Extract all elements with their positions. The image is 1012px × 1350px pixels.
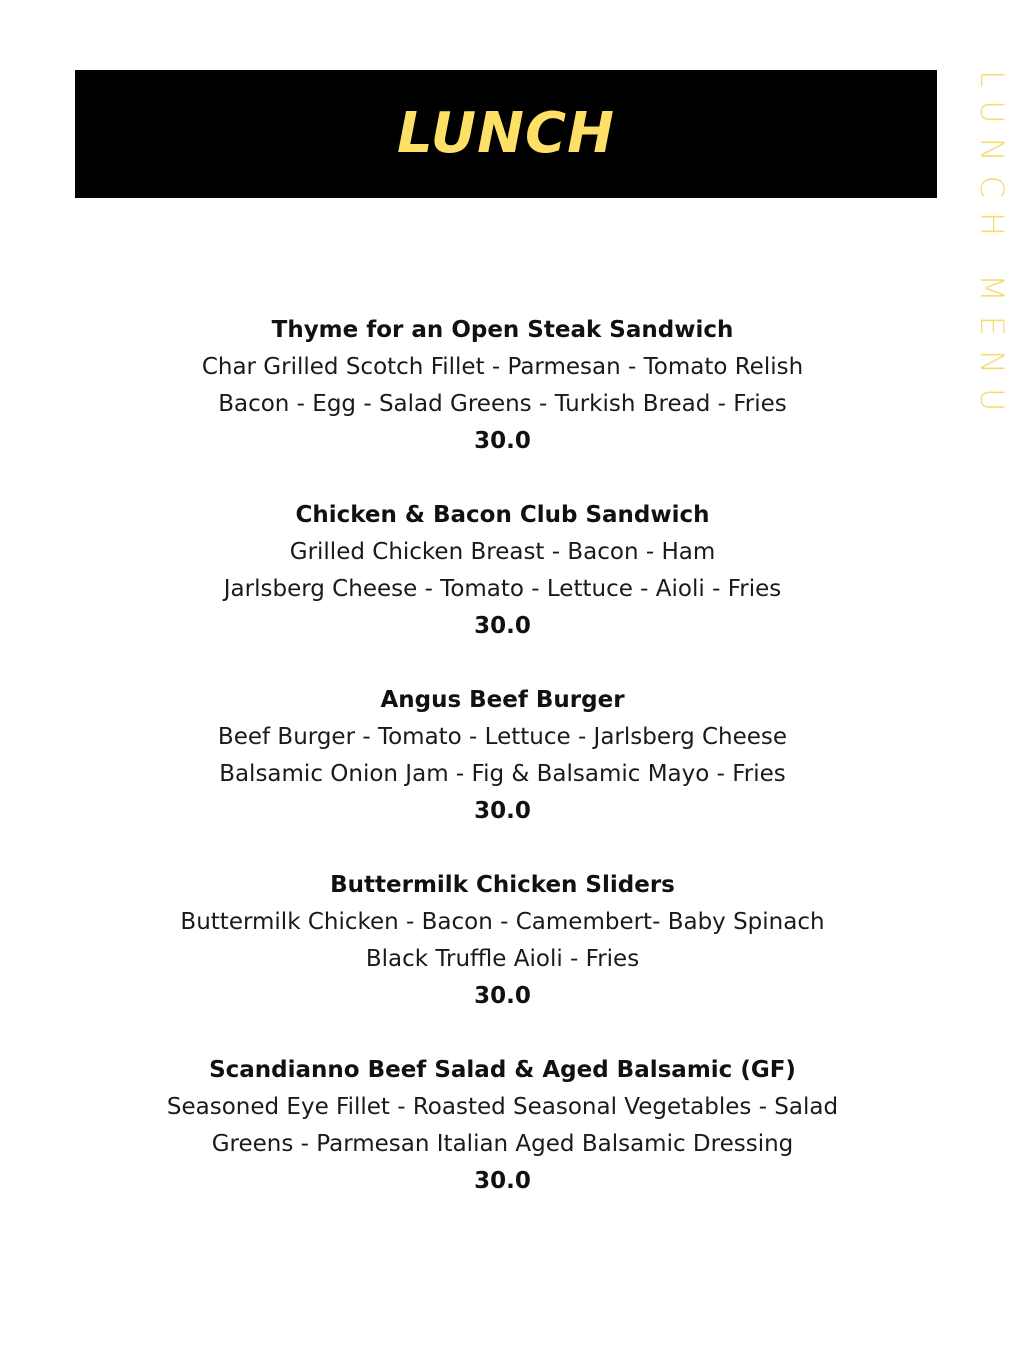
- side-label-text: LUNCH MENU: [973, 70, 1011, 426]
- menu-item-chicken-sliders: [0, 867, 1005, 1015]
- menu-item-beef-salad: [0, 1052, 1005, 1200]
- menu-item-description-line: Beef Burger - Tomato - Lettuce - Jarlsberg Cheese: [217, 724, 788, 750]
- menu-item-price: 30.0: [474, 1168, 531, 1194]
- menu-item-description-line: Black Truffle Aioli - Fries: [365, 946, 640, 972]
- menu-item-description-line: Balsamic Onion Jam - Fig & Balsamic Mayo - Fries: [219, 761, 786, 787]
- menu-item-description-line: Seasoned Eye Fillet - Roasted Seasonal Vegetables - Salad: [166, 1094, 839, 1120]
- menu-item-price: 30.0: [474, 983, 531, 1009]
- menu-item-description-line: Greens - Parmesan Italian Aged Balsamic Dressing: [211, 1131, 794, 1157]
- menu-list: [0, 312, 1005, 1237]
- menu-item-description-line: Jarlsberg Cheese - Tomato - Lettuce - Aioli - Fries: [223, 576, 782, 602]
- menu-item-price: 30.0: [474, 798, 531, 824]
- menu-item-steak-sandwich: [0, 312, 1005, 460]
- menu-item-beef-burger: [0, 682, 1005, 830]
- page-title: LUNCH: [397, 101, 615, 166]
- menu-item-description-line: Grilled Chicken Breast - Bacon - Ham: [289, 539, 716, 565]
- menu-item-name: Chicken & Bacon Club Sandwich: [295, 502, 710, 528]
- menu-item-name: Thyme for an Open Steak Sandwich: [271, 317, 734, 343]
- menu-item-club-sandwich: [0, 497, 1005, 645]
- menu-item-description-line: Buttermilk Chicken - Bacon - Camembert- Baby Spinach: [180, 909, 825, 935]
- menu-item-price: 30.0: [474, 613, 531, 639]
- title-banner: [75, 70, 937, 198]
- menu-item-description-line: Bacon - Egg - Salad Greens - Turkish Bread - Fries: [218, 391, 787, 417]
- menu-item-name: Buttermilk Chicken Sliders: [330, 872, 675, 898]
- menu-item-name: Scandianno Beef Salad & Aged Balsamic (GF): [209, 1057, 796, 1083]
- menu-item-price: 30.0: [474, 428, 531, 454]
- menu-item-description-line: Char Grilled Scotch Fillet - Parmesan - Tomato Relish: [201, 354, 804, 380]
- menu-item-name: Angus Beef Burger: [380, 687, 625, 713]
